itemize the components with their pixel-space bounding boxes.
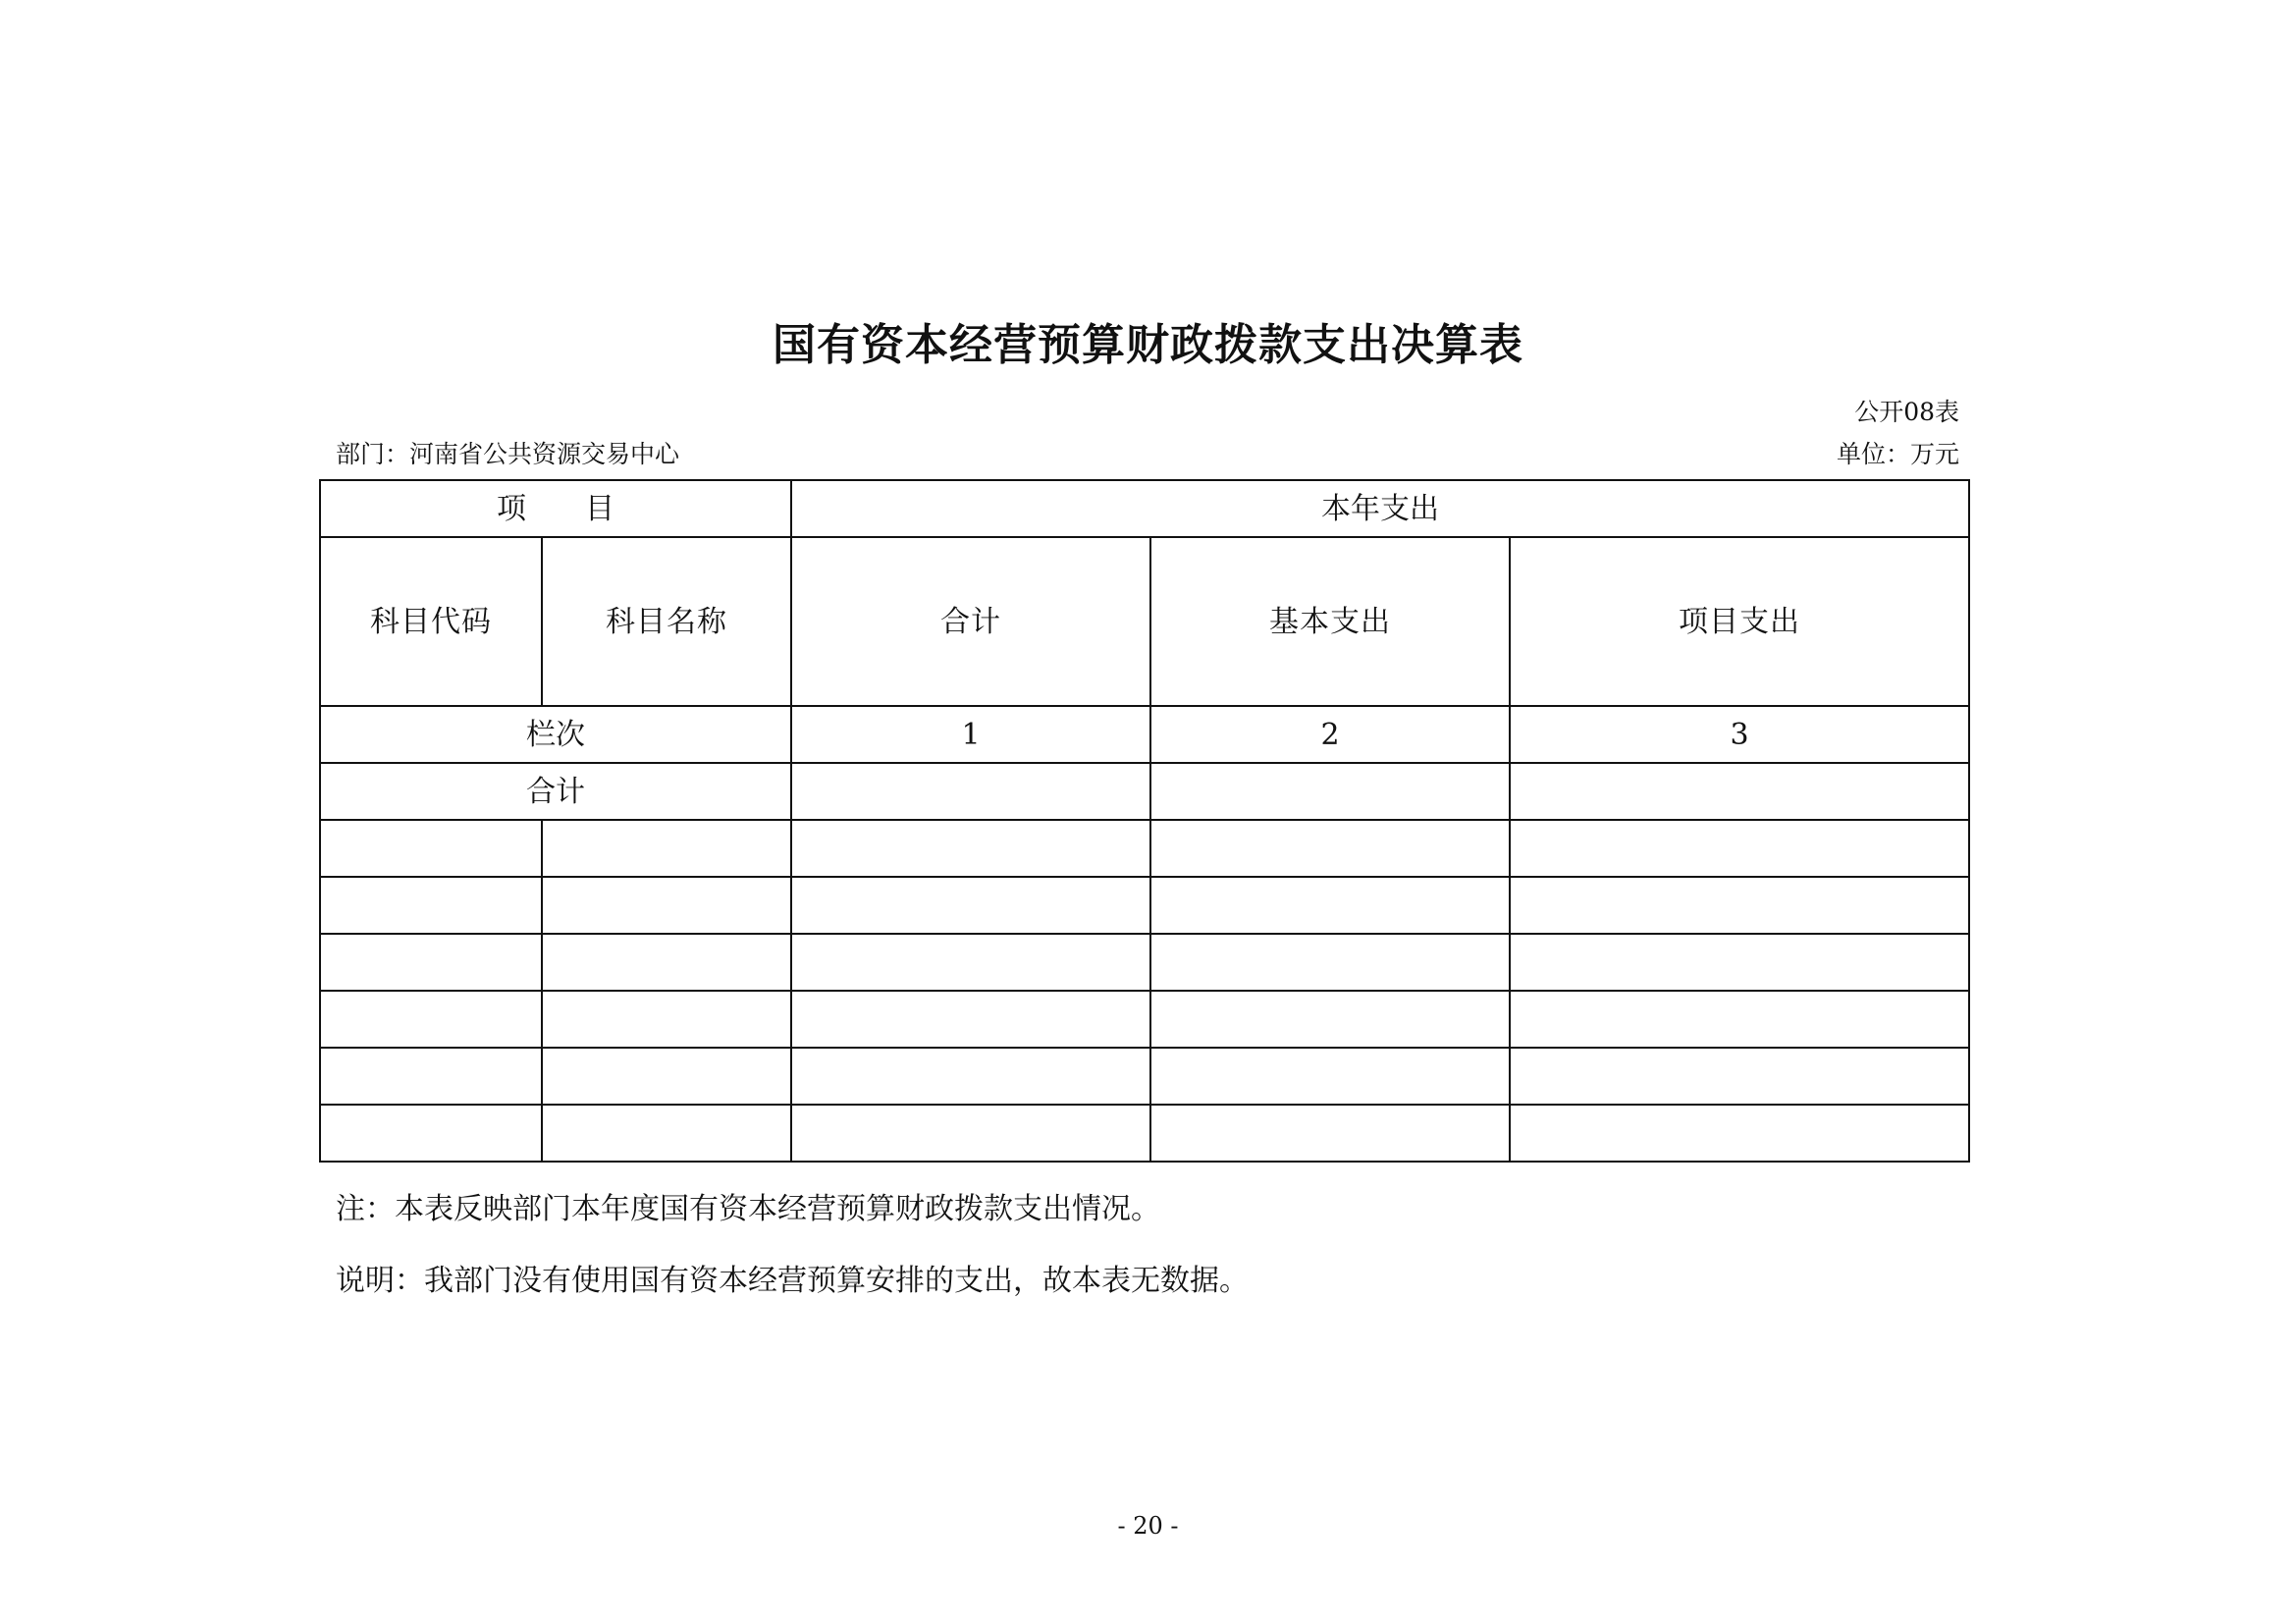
table-cell [1510,991,1969,1048]
col-basic: 基本支出 [1150,537,1510,706]
col-subject-code: 科目代码 [320,537,542,706]
unit-label: 单位：万元 [1836,440,1959,468]
table-cell [791,1048,1150,1105]
table-cell [542,1048,791,1105]
row-total-label: 合计 [320,763,791,820]
header-row-1 [320,480,1969,537]
table-row [320,991,1969,1048]
row-index-value: 3 [1510,706,1969,763]
row-index [320,706,1969,763]
table-cell [791,820,1150,877]
table-cell [320,934,542,991]
table-cell [542,877,791,934]
header-current-year: 本年支出 [791,480,1969,537]
table-cell [320,1105,542,1162]
table-cell [1150,934,1510,991]
table-cell [542,934,791,991]
col-total: 合计 [791,537,1150,706]
table-cell [1510,820,1969,877]
form-number: 公开08表 [1854,398,1959,426]
table-cell [1150,991,1510,1048]
header-item: 项 目 [320,480,791,537]
table-cell [1510,1048,1969,1105]
expenditure-table [319,479,1970,1163]
table-cell [791,877,1150,934]
page-title: 国有资本经营预算财政拨款支出决算表 [773,320,1523,370]
explanation-text: 说明：我部门没有使用国有资本经营预算安排的支出，故本表无数据。 [336,1264,1249,1298]
table-cell [320,1048,542,1105]
table-cell [1510,1105,1969,1162]
table-cell [791,991,1150,1048]
department-label: 部门：河南省公共资源交易中心 [336,440,680,468]
row-total [320,763,1969,820]
table-row [320,877,1969,934]
table-cell [1150,763,1510,820]
page-number: - 20 - [1117,1512,1179,1540]
table-row [320,934,1969,991]
table-cell [791,1105,1150,1162]
table-row [320,820,1969,877]
table-cell [791,763,1150,820]
table-cell [1510,877,1969,934]
table-cell [542,991,791,1048]
table-row [320,1048,1969,1105]
table-cell [1510,763,1969,820]
row-index-label: 栏次 [320,706,791,763]
header-row-2 [320,537,1969,706]
row-index-value: 2 [1150,706,1510,763]
table-cell [320,877,542,934]
table-cell [320,991,542,1048]
note-text: 注：本表反映部门本年度国有资本经营预算财政拨款支出情况。 [336,1192,1160,1226]
table-cell [542,1105,791,1162]
table-cell [542,820,791,877]
col-project: 项目支出 [1510,537,1969,706]
table-cell [1150,820,1510,877]
table-cell [1150,877,1510,934]
table-cell [320,820,542,877]
table-cell [791,934,1150,991]
col-subject-name: 科目名称 [542,537,791,706]
table-cell [1150,1048,1510,1105]
table-cell [1150,1105,1510,1162]
table-row [320,1105,1969,1162]
row-index-value: 1 [791,706,1150,763]
table-cell [1510,934,1969,991]
